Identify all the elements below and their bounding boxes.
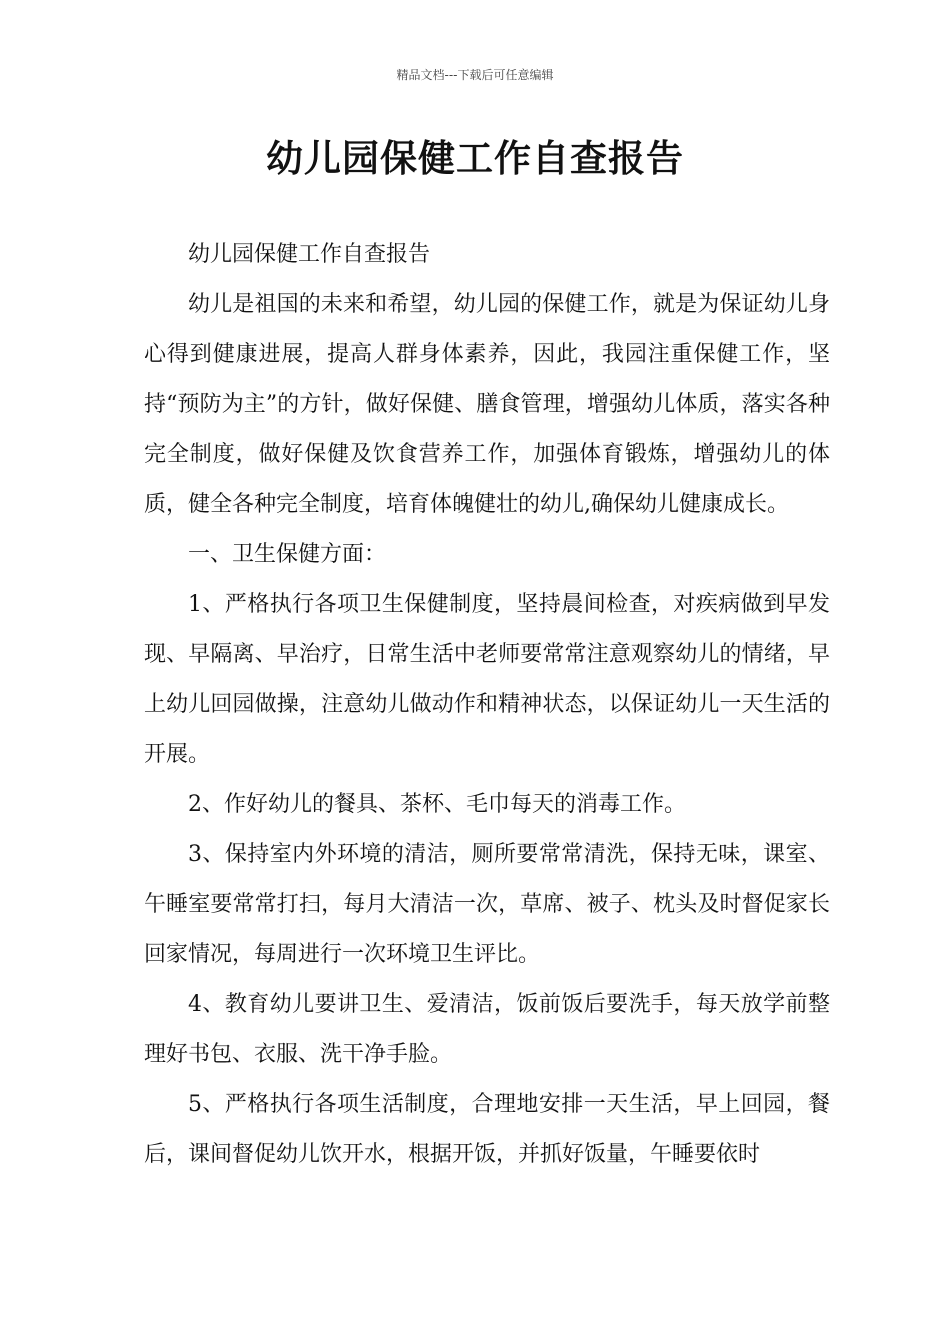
paragraph-item-1: 1、严格执行各项卫生保健制度，坚持晨间检查，对疾病做到早发现、早隔离、早治疗，日常生活中老师要常常注意观察幼儿的情绪，早上幼儿回园做操，注意幼儿做动作和精神状态，以保证幼儿一天生活的开展。	[144, 592, 830, 767]
page-header-note: 精品文档---下载后可任意编辑	[396, 68, 554, 82]
document-body	[144, 230, 830, 1180]
paragraph-item-4: 4、教育幼儿要讲卫生、爱清洁，饭前饭后要洗手，每天放学前整理好书包、衣服、洗干净手脸。	[144, 992, 830, 1067]
paragraph-subtitle: 幼儿园保健工作自查报告	[188, 242, 431, 267]
paragraph-item-5: 5、严格执行各项生活制度，合理地安排一天生活，早上回园，餐后，课间督促幼儿饮开水，根据开饭，并抓好饭量，午睡要依时	[144, 1092, 830, 1167]
document-title: 幼儿园保健工作自查报告	[266, 137, 684, 180]
paragraph-intro: 幼儿是祖国的未来和希望，幼儿园的保健工作，就是为保证幼儿身心得到健康进展，提高人群身体素养，因此，我园注重保健工作，坚持“预防为主”的方针，做好保健、膳食管理，增强幼儿体质，落实各种完全制度，做好保健及饮食营养工作，加强体育锻炼，增强幼儿的体质，健全各种完全制度，培育体魄健壮的幼儿,确保幼儿健康成长。	[144, 292, 830, 517]
section-heading-hygiene: 一、卫生保健方面：	[188, 542, 387, 567]
paragraph-item-2: 2、作好幼儿的餐具、茶杯、毛巾每天的消毒工作。	[188, 792, 686, 817]
paragraph-item-3: 3、保持室内外环境的清洁，厕所要常常清洗，保持无味，课室、午睡室要常常打扫，每月大清洁一次，草席、被子、枕头及时督促家长回家情况，每周进行一次环境卫生评比。	[144, 842, 830, 967]
